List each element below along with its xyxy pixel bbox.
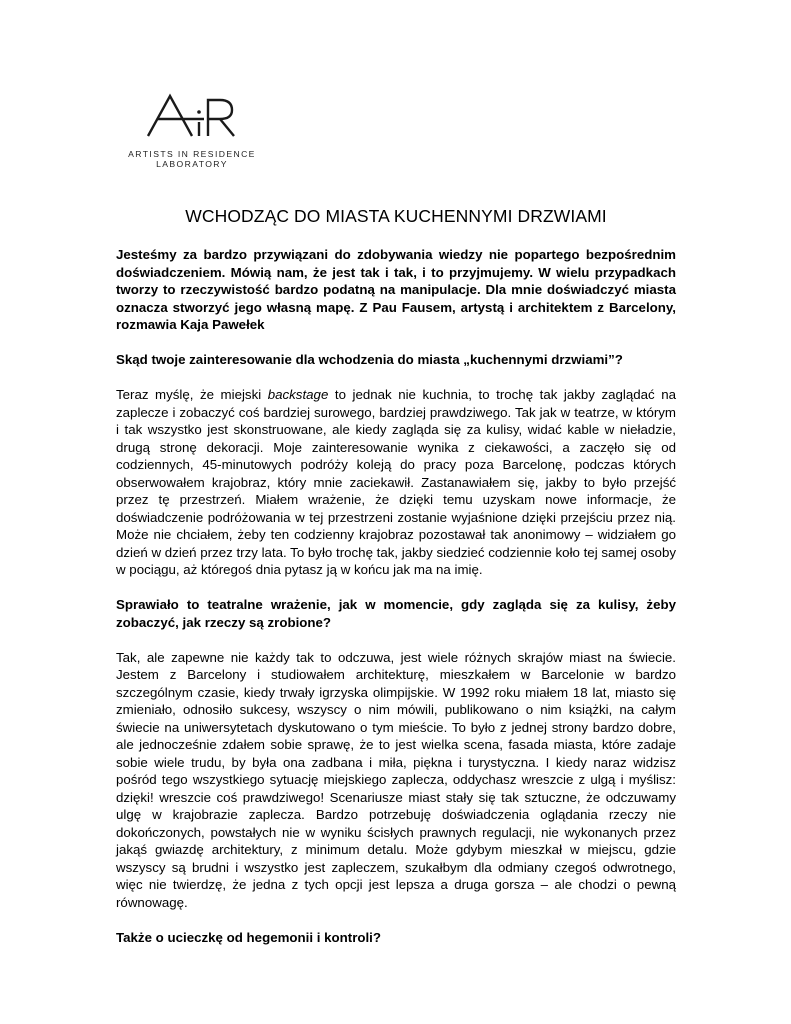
answer-1 <box>116 386 676 579</box>
question-3: Także o ucieczkę od hegemonii i kontroli? <box>116 929 382 945</box>
air-logo-mark <box>144 92 240 142</box>
air-logo <box>118 92 266 174</box>
answer-2: Tak, ale zapewne nie każdy tak to odczuwa, jest wiele różnych skrajów miast na świecie. Jestem z Barcelony i studiowałem architekturę, mieszkałem w Barcelonie w bardzo szczególnym czasie, kiedy trwały igrzyska olimpijskie. W 1992 roku miałem 18 lat, miasto się zmieniało, odnosiło sukcesy, wszyscy o nim mówili, publikowano o nim książki, na całym świecie na uniwersytetach dyskutowano o tym mieście. To było z jednej strony bardzo dobre, ale jednocześnie zdałem sobie sprawę, że to jest wielka scena, fasada miasta, które zadaje sobie wiele trudu, by była ona zadbana i miła, piękna i turystyczna. I kiedy naraz widzisz pośród tego wszystkiego sytuację miejskiego zaplecza, oddychasz wreszcie z ulgą i myślisz: dzięki! wreszcie coś prawdziwego! Scenariusze miast stały się tak sztuczne, że odczuwamy ulgę w krajobrazie zaplecza. Bardzo potrzebuję doświadczenia oglądania rzeczy nie dokończonych, powstałych nie w wyniku ścisłych prawnych regulacji, nie wykonanych przez jakąś gwiazdę architektury, z minimum detalu. Może gdybym mieszkał w miejscu, gdzie wszyscy są brudni i wszystko jest zapleczem, szukałbym dla odmiany czegoś odwrotnego, więc nie twierdzę, że jedna z tych opcji jest lepsza a druga gorsza – ale chodzi o pewną równowagę. <box>116 649 676 910</box>
lead-paragraph: Jesteśmy za bardzo przywiązani do zdobywania wiedzy nie popartego bezpośrednim doświadczeniem. Mówią nam, że jest tak i tak, i to przyjmujemy. W wielu przypadkach tworzy to rzeczywistość bardzo podatną na manipulacje. Dla mnie doświadczyć miasta oznacza stworzyć jego własną mapę. Z Pau Fausem, artystą i architektem z Barcelony, rozmawia Kaja Pawełek <box>116 247 676 332</box>
question-2: Sprawiało to teatralne wrażenie, jak w momencie, gdy zagląda się za kulisy, żeby zobaczyć, jak rzeczy są zrobione? <box>116 597 676 630</box>
logo-line-1: ARTISTS IN RESIDENCE <box>128 149 256 159</box>
answer-1-part-2: to jednak nie kuchnia, to trochę tak jakby zaglądać na zaplecze i zobaczyć coś bardziej surowego, bardziej prawdziwego. Tak jak w teatrze, w którym i tak wszystko jest skonstruowane, ale kiedy zagląda się za kulisy, widać kable w nieładzie, drugą stronę dekoracji. Moje zainteresowanie wynika z ciekawości, a zaczęło się od codziennych, 45-minutowych podróży koleją do pracy poza Barcelonę, podczas których obserwowałem krajobraz, który mnie zaciekawił. Zastanawiałem się, jakby to było przejść przez tę przestrzeń. Miałem wrażenie, że dzięki temu uzyskam nowe informacje, że doświadczenie podróżowania w tej przestrzeni zostanie wyjaśnione dzięki przejściu przez nią. Może nie chciałem, żeby ten codzienny krajobraz pozostawał tak anonimowy – widziałem go dzień w dzień przez trzy lata. To było trochę tak, jakby siedzieć codziennie koło tej samej osoby w pociągu, aż któregoś dnia pytasz ją w końcu jak ma na imię. <box>116 387 676 577</box>
answer-1-part-1: Teraz myślę, że miejski <box>116 387 268 402</box>
question-1: Skąd twoje zainteresowanie dla wchodzenia do miasta „kuchennymi drzwiami”? <box>116 352 623 367</box>
answer-1-emphasis: backstage <box>267 387 329 402</box>
logo-line-2: LABORATORY <box>156 159 228 169</box>
document-title: WCHODZĄC DO MIASTA KUCHENNYMI DRZWIAMI <box>185 206 607 226</box>
document-body <box>116 246 676 964</box>
